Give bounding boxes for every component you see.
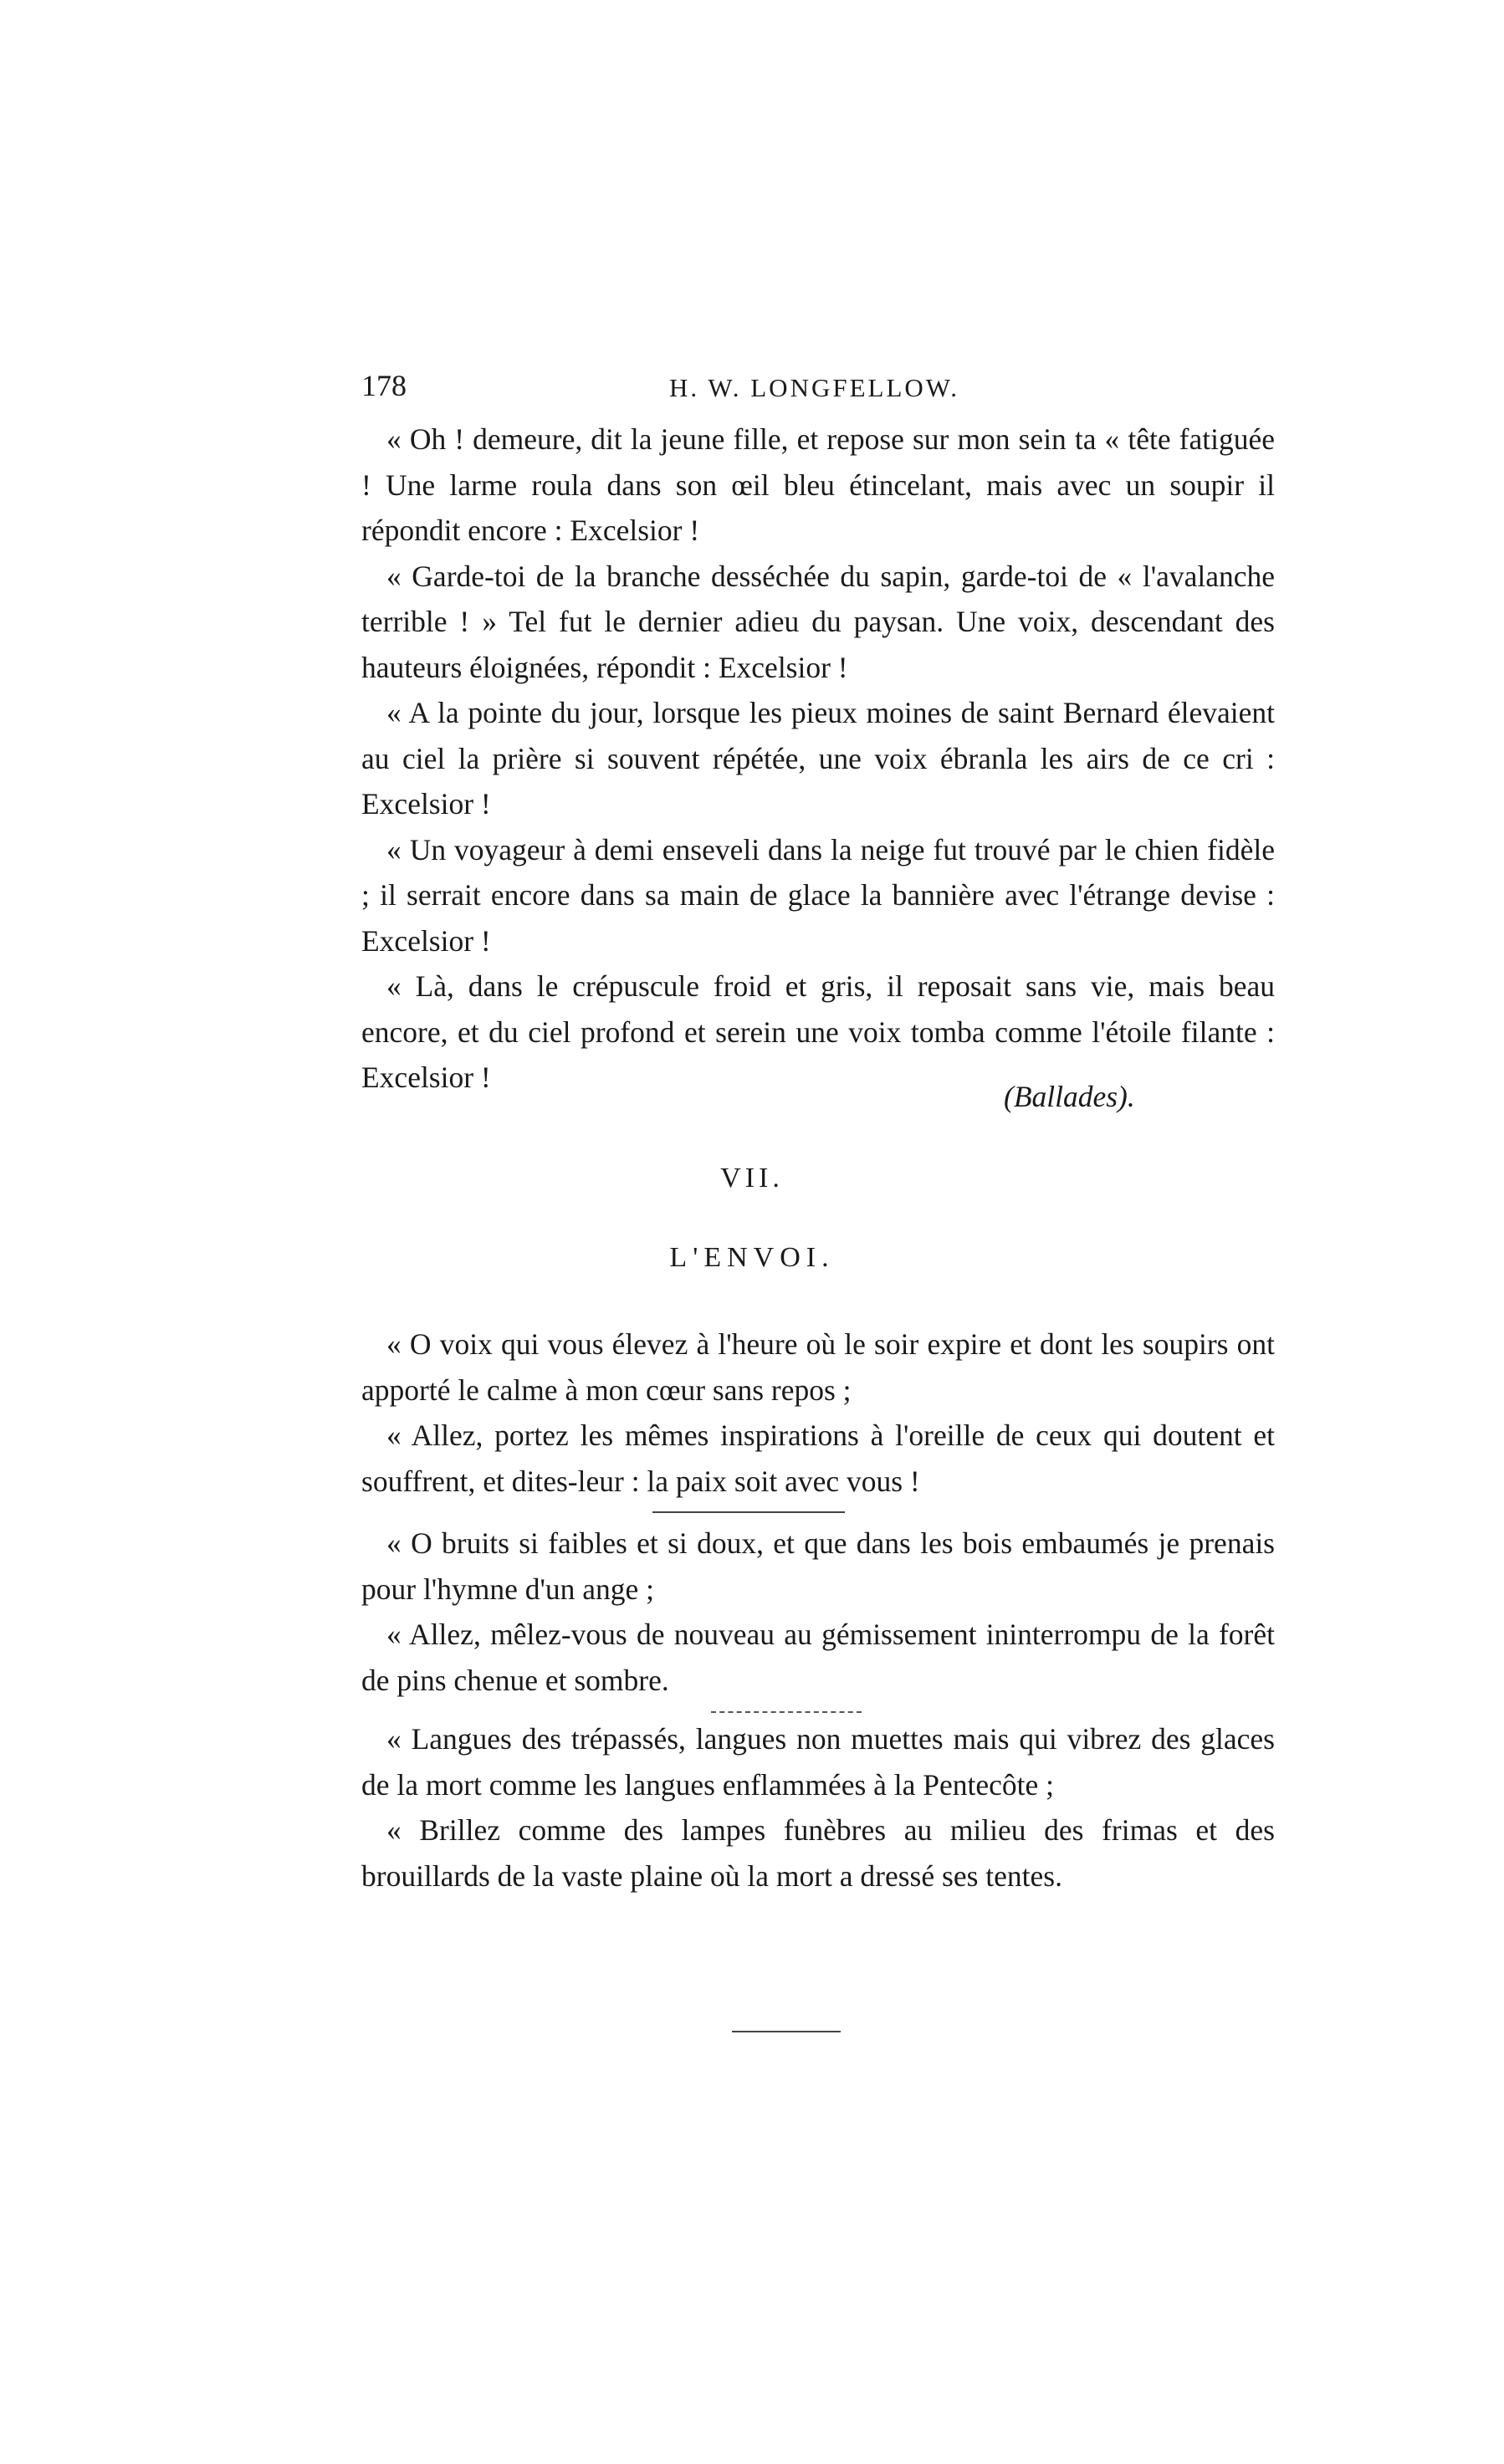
paragraph: « Oh ! demeure, dit la jeune fille, et repose sur mon sein ta « tête fatiguée ! Une larme roula dans son œil bleu étincelant, mais avec un soupir il répondit encore : Excelsior ! bbox=[361, 422, 1275, 547]
page-header bbox=[360, 368, 1273, 410]
paragraph: « Allez, mêlez-vous de nouveau au gémissement ininterrompu de la forêt de pins chenue et sombre. bbox=[361, 1618, 1275, 1697]
paragraph: « Là, dans le crépuscule froid et gris, il reposait sans vie, mais beau encore, et du ciel profond et serein une voix tomba comme l'étoile filante : Excelsior ! bbox=[361, 969, 1275, 1094]
section-title: L'ENVOI. bbox=[669, 1242, 835, 1273]
paragraph: « Langues des trépassés, langues non muettes mais qui vibrez des glaces de la mort comme les langues enflammées à la Pentecôte ; bbox=[361, 1722, 1275, 1802]
envoi-stanza-3 bbox=[361, 1716, 1275, 1899]
paragraph: « Allez, portez les mêmes inspirations à l'oreille de ceux qui doutent et souffrent, et dites-leur : la paix soit avec vous ! bbox=[361, 1419, 1275, 1498]
attribution: (Ballades). bbox=[1004, 1080, 1135, 1113]
stanza-divider bbox=[711, 1711, 862, 1713]
paragraph: « Brillez comme des lampes funèbres au milieu des frimas et des brouillards de la vaste plaine où la mort a dressé ses tentes. bbox=[361, 1813, 1275, 1893]
paragraph: « O voix qui vous élevez à l'heure où le soir expire et dont les soupirs ont apporté le calme à mon cœur sans repos ; bbox=[361, 1327, 1275, 1407]
paragraph: « Garde-toi de la branche desséchée du sapin, garde-toi de « l'avalanche terrible ! » Tel fut le dernier adieu du paysan. Une voix, descendant des hauteurs éloignées, répondit : Excelsior ! bbox=[361, 559, 1275, 684]
envoi-stanza-2 bbox=[361, 1521, 1275, 1703]
page-number: 178 bbox=[361, 369, 407, 402]
paragraph: « A la pointe du jour, lorsque les pieux moines de saint Bernard élevaient au ciel la prière si souvent répétée, une voix ébranla les airs de ce cri : Excelsior ! bbox=[361, 696, 1275, 820]
excelsior-text bbox=[361, 417, 1275, 1101]
stanza-divider bbox=[652, 1511, 845, 1513]
section-number: VII. bbox=[720, 1163, 784, 1194]
paragraph: « Un voyageur à demi enseveli dans la neige fut trouvé par le chien fidèle ; il serrait encore dans sa main de glace la bannière avec l'étrange devise : Excelsior ! bbox=[361, 832, 1275, 958]
paragraph: « O bruits si faibles et si doux, et que dans les bois embaumés je prenais pour l'hymne d'un ange ; bbox=[361, 1526, 1275, 1606]
end-rule bbox=[732, 2031, 841, 2032]
running-title: H. W. LONGFELLOW. bbox=[669, 373, 959, 402]
envoi-stanza-1 bbox=[361, 1321, 1275, 1504]
